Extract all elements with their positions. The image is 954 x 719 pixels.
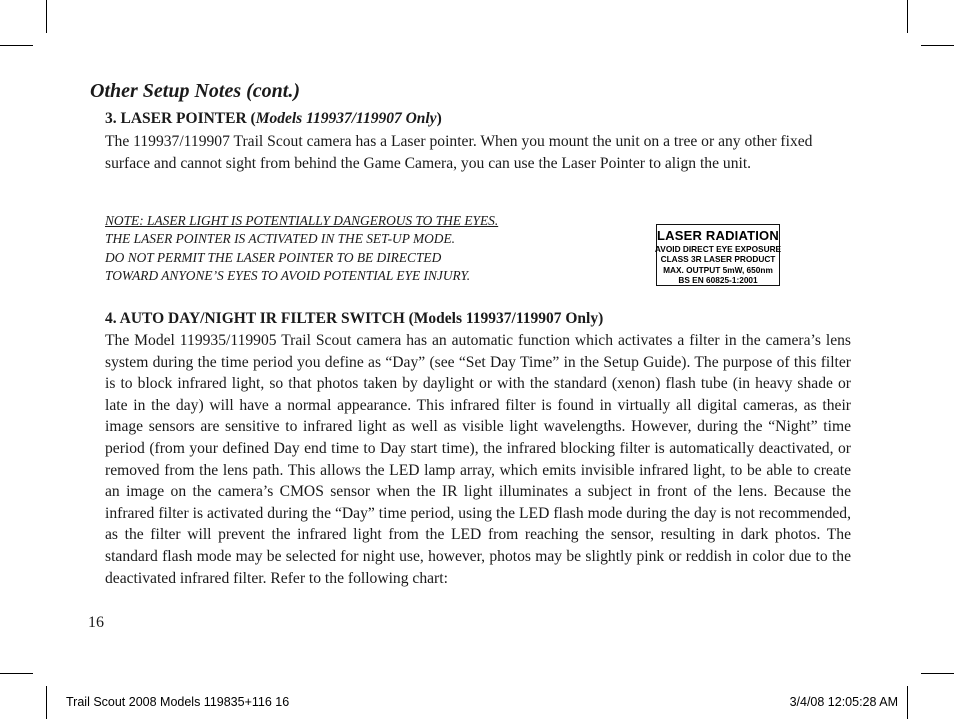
section-4-body: The Model 119935/119905 Trail Scout camera has an automatic function which activates a filter in the camera’s lens system during the time period you define as “Day” (see “Set Day Time” in the Setup Guide). The purpose of this filter is to block infrared light, so that photos taken by daylight or with the standard (xenon) flash tube (in heavy shade or late in the day) will have a normal appearance. This infrared filter is found in virtually all digital cameras, as their image sensors are sensitive to infrared light as well as visible light wavelengths. However, during the “Night” time period (from your defined Day end time to Day start time), the infrared blocking filter is automatically deactivated, or removed from the lens path. This allows the LED lamp array, which emits invisible infrared light, to be able to create an image on the camera’s CMOS sensor when the IR light illuminates a subject in front of the lens. Because the infrared filter is activated during the “Day” time period, using the LED flash mode during the day is not recommended, as the filter will prevent the infrared light from the LED from reaching the sensor, resulting in dark photos. The standard flash mode may be selected for night use, however, photos may be slightly pink or reddish in color due to the deactivated infrared filter. Refer to the following chart:: [105, 332, 851, 587]
laser-label-line: MAX. OUTPUT 5mW, 650nm: [663, 264, 773, 275]
footer-slug-right: 3/4/08 12:05:28 AM: [789, 695, 898, 709]
laser-label-line: CLASS 3R LASER PRODUCT: [660, 254, 776, 265]
warning-line: TOWARD ANYONE’S EYES TO AVOID POTENTIAL EYE INJURY.: [105, 268, 471, 284]
warning-line: DO NOT PERMIT THE LASER POINTER TO BE DIRECTED: [105, 249, 442, 265]
section-3-title: [105, 110, 442, 128]
laser-label-line: AVOID DIRECT EYE EXPOSURE: [654, 244, 782, 254]
warning-line: NOTE: LASER LIGHT IS POTENTIALLY DANGEROUS TO THE EYES.: [105, 213, 499, 228]
crop-mark-top-left-h: [0, 45, 33, 46]
crop-mark-bottom-right-h: [921, 673, 954, 674]
page-number: 16: [88, 614, 104, 631]
page-heading: Other Setup Notes (cont.): [90, 80, 300, 102]
laser-label-line: BS EN 60825-1:2001: [678, 274, 758, 285]
crop-mark-bottom-left: [46, 686, 47, 719]
section-3-body: The 119937/119907 Trail Scout camera has a Laser pointer. When you mount the unit on a tree or any other fixed surface and cannot sight from behind the Game Camera, you can use the Laser Pointer to align the unit.: [105, 133, 813, 172]
section-3-title-models: Models 119937/119907 Only: [255, 110, 437, 127]
crop-mark-top-right: [907, 0, 908, 33]
laser-label-title: LASER RADIATION: [657, 228, 779, 243]
section-3-title-prefix: 3. LASER POINTER (: [105, 110, 256, 127]
section-3-title-suffix: ): [436, 110, 442, 127]
laser-radiation-label: [656, 224, 780, 286]
footer-slug-left: Trail Scout 2008 Models 119835+116 16: [66, 695, 290, 709]
crop-mark-bottom-right: [907, 686, 908, 719]
crop-mark-top-right-h: [921, 45, 954, 46]
laser-warning-block: [105, 212, 625, 286]
section-4-title: 4. AUTO DAY/NIGHT IR FILTER SWITCH (Models 119937/119907 Only): [105, 310, 604, 327]
crop-mark-top-left: [46, 0, 47, 33]
warning-line: THE LASER POINTER IS ACTIVATED IN THE SET-UP MODE.: [105, 231, 456, 247]
crop-mark-bottom-left-h: [0, 673, 33, 674]
